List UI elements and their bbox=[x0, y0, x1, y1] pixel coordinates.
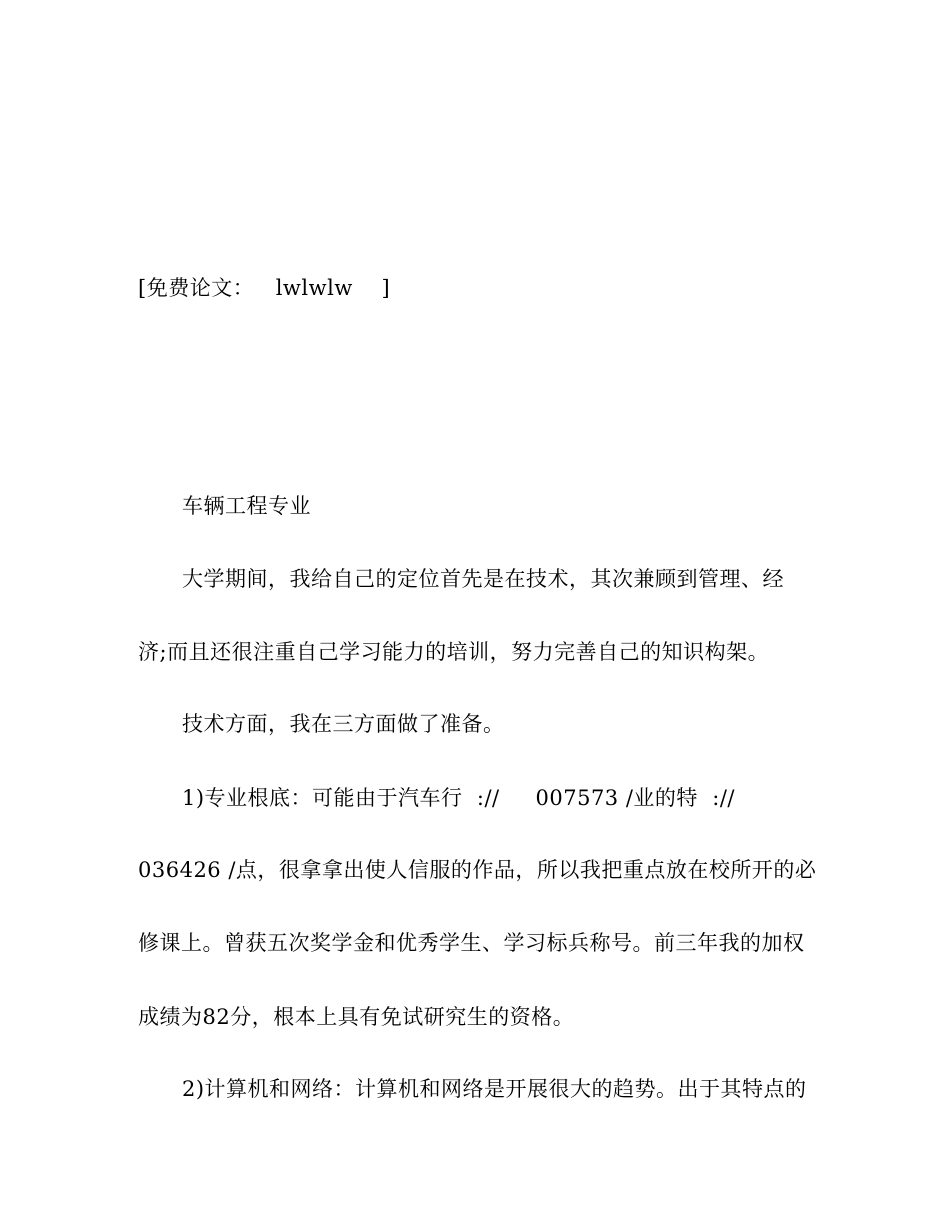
paragraph-line: 修课上。曾获五次奖学金和优秀学生、学习标兵称号。前三年我的加权 bbox=[138, 931, 805, 955]
section-title: 车辆工程专业 bbox=[182, 494, 311, 518]
header-note: [免费论文： lwlwlw ] bbox=[138, 276, 391, 300]
paragraph-line: 036426 /点，很拿拿出使人信服的作品，所以我把重点放在校所开的必 bbox=[138, 858, 817, 882]
paragraph-line: 技术方面，我在三方面做了准备。 bbox=[182, 712, 505, 736]
paragraph-line: 2)计算机和网络：计算机和网络是开展很大的趋势。出于其特点的 bbox=[182, 1077, 807, 1101]
paragraph-line: 大学期间，我给自己的定位首先是在技术，其次兼顾到管理、经 bbox=[182, 567, 784, 591]
paragraph-line: 济;而且还很注重自己学习能力的培训，努力完善自己的知识构架。 bbox=[138, 640, 770, 664]
paragraph-line: 1)专业根底：可能由于汽车行 :// 007573 /业的特 :// bbox=[182, 786, 735, 810]
paragraph-line: 成绩为82分，根本上具有免试研究生的资格。 bbox=[138, 1005, 575, 1029]
